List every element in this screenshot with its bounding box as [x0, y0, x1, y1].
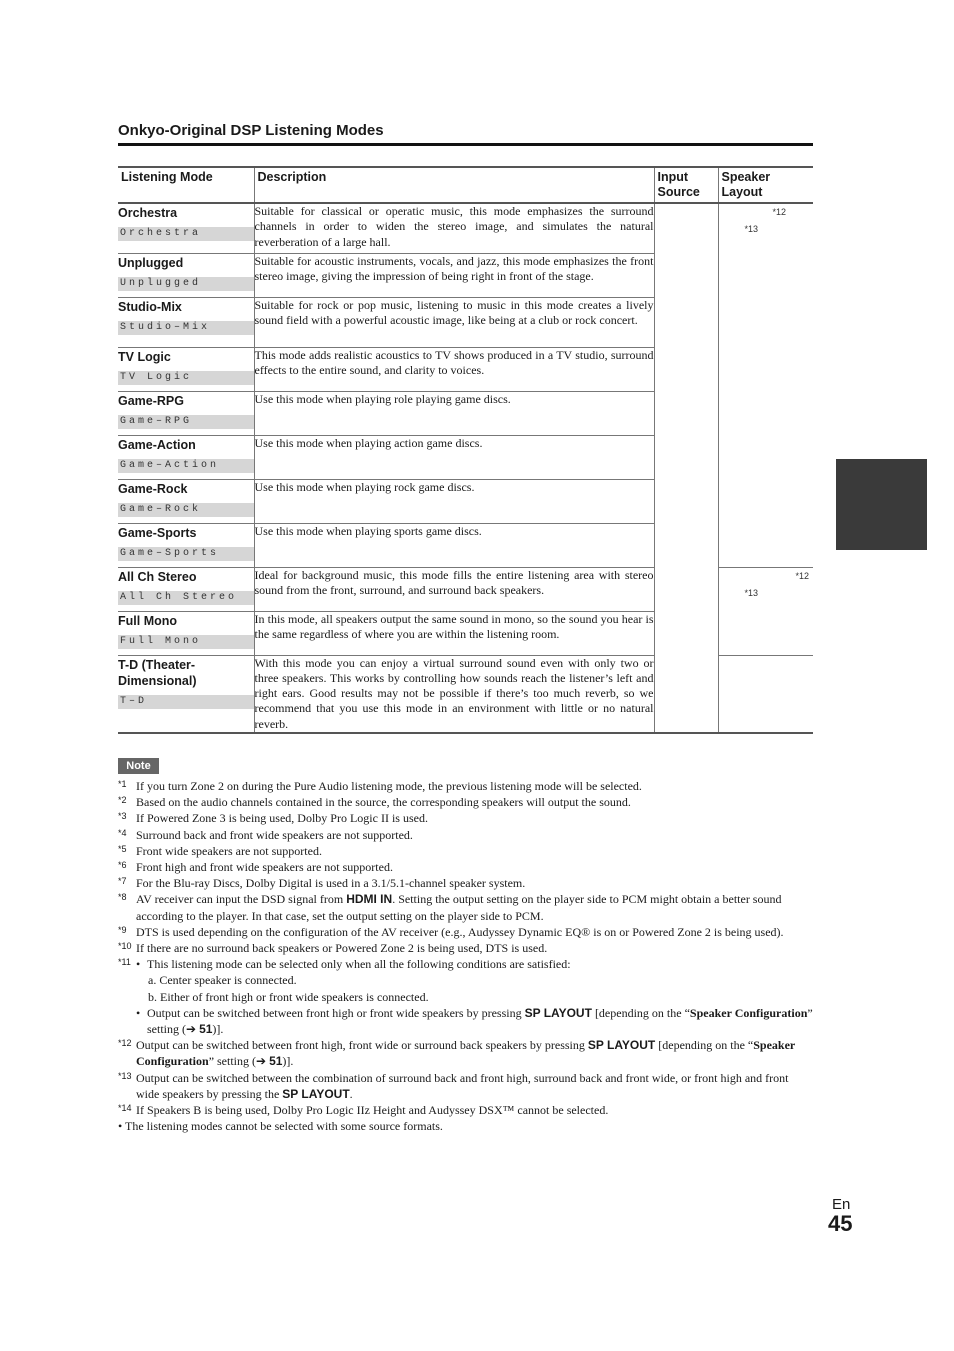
mode-display-text: T–D: [118, 695, 254, 709]
header-speaker-layout: Speaker Layout: [718, 167, 813, 203]
footnote: *7 For the Blu-ray Discs, Dolby Digital is used in a 3.1/5.1-channel speaker system.: [118, 876, 526, 891]
mode-description: Suitable for rock or pop music, listening to music in this mode creates a lively sound field with a powerful acoustic image, like being at a club or rock concert.: [254, 297, 654, 347]
mode-description: Use this mode when playing role playing game discs.: [254, 391, 654, 435]
speaker-footnote-mark: *13: [744, 224, 759, 234]
mode-description: Use this mode when playing sports game discs.: [254, 523, 654, 567]
mode-name: All Ch Stereo: [118, 569, 197, 584]
speaker-layout-cell: [718, 203, 813, 567]
mode-display-text: Full Mono: [118, 635, 254, 649]
mode-name: Game-Action: [118, 437, 196, 452]
mode-name: Game-Sports: [118, 525, 197, 540]
footnote: *2 Based on the audio channels contained in the source, the corresponding speakers will output the sound.: [118, 795, 631, 810]
footnote-bullet: • Output can be switched between front high or front wide speakers by pressing SP LAYOUT [depending on the “Speaker Configuration” setting (➔ 51)].: [136, 1005, 813, 1037]
mode-display-text: Orchestra: [118, 227, 254, 241]
footnote: *9 DTS is used depending on the configuration of the AV receiver (e.g., Audyssey Dynamic EQ® is on or Powered Zone 2 is being used).: [118, 924, 784, 939]
mode-cell: [118, 567, 254, 611]
section-title: Onkyo-Original DSP Listening Modes: [118, 122, 384, 139]
title-rule: [118, 143, 813, 146]
key-label: SP LAYOUT: [282, 1086, 350, 1101]
mode-description: Suitable for classical or operatic music, this mode emphasizes the surround channels in order to widen the stereo image, and simulates the natural reverberation of a large hall.: [254, 203, 654, 253]
mode-cell: [118, 611, 254, 655]
mode-name: TV Logic: [118, 349, 171, 364]
footnote: *5 Front wide speakers are not supported.: [118, 843, 322, 858]
speaker-footnote-mark: *12: [795, 570, 809, 581]
header-input-source: Input Source: [654, 167, 718, 203]
speaker-footnote-mark: *12: [772, 207, 786, 217]
table-header-row: [118, 167, 813, 203]
footnote: *3 If Powered Zone 3 is being used, Dolby Pro Logic II is used.: [118, 811, 428, 826]
header-listening-mode: Listening Mode: [118, 167, 254, 203]
mode-description: Ideal for background music, this mode fills the entire listening area with stereo sound from the front, surround, and surround back speakers.: [254, 567, 654, 611]
footnote-general: • The listening modes cannot be selected with some source formats.: [118, 1119, 443, 1134]
mode-display-text: Unplugged: [118, 277, 254, 291]
listening-modes-table: [118, 166, 813, 734]
footnote: *13 Output can be switched between the combination of surround back and front high, surround back and front wide, or front high and front wide speakers by pressing the SP LAYOUT.: [118, 1070, 789, 1101]
page-number: 45: [828, 1211, 853, 1236]
mode-description: Suitable for acoustic instruments, vocals, and jazz, this mode emphasizes the front stereo image, giving the impression of being right in front of the stage.: [254, 253, 654, 297]
mode-cell: [118, 347, 254, 391]
page-ref: 51: [269, 1054, 283, 1069]
table-row: [118, 203, 813, 253]
footnote: *11 • This listening mode can be selected only when all the following conditions are satisfied: a. Center speaker is connected. b. Either of front high or front wide speakers is connected. • Output can be switched between front high or front wide speakers by pressing SP LAYOUT [depending on the “Speaker Configuration” setting (➔ 51)].: [118, 957, 813, 1037]
mode-display-text: Game–Sports: [118, 547, 254, 561]
mode-cell: [118, 435, 254, 479]
footnote-bullet: • This listening mode can be selected only when all the following conditions are satisfied:: [136, 957, 571, 972]
footnote: *4 Surround back and front wide speakers are not supported.: [118, 827, 413, 842]
chapter-tab: [836, 459, 927, 550]
mode-description: With this mode you can enjoy a virtual surround sound even with only two or three speakers. This works by controlling how sounds reach the listener’s left and right ears. Good results may not be possible if there’s too much reverb, so we recommend that you use this mode in an environment with little or no natural reverb.: [254, 655, 654, 733]
mode-name: Game-RPG: [118, 393, 184, 408]
mode-name: Full Mono: [118, 613, 178, 628]
mode-name: T-D (Theater-Dimensional): [118, 657, 197, 688]
mode-description: Use this mode when playing rock game discs.: [254, 479, 654, 523]
key-label: HDMI IN: [346, 892, 393, 907]
footnote: *10 If there are no surround back speakers or Powered Zone 2 is being used, DTS is used.: [118, 941, 548, 956]
speaker-footnote-mark: *13: [744, 587, 759, 598]
mode-cell: [118, 253, 254, 297]
footnote: *8 AV receiver can input the DSD signal from HDMI IN. Setting the output setting on the player side to PCM might obtain a better sound according to the player. In that case, set the output setting on the player side to PCM.: [118, 892, 782, 923]
footnote: *14 If Speakers B is being used, Dolby Pro Logic IIz Height and Audyssey DSX™ cannot be selected.: [118, 1103, 609, 1118]
footnotes: [118, 778, 813, 1134]
speaker-layout-cell: [718, 567, 813, 655]
mode-display-text: All Ch Stereo: [118, 591, 254, 605]
mode-name: Game-Rock: [118, 481, 188, 496]
mode-name: Orchestra: [118, 206, 178, 220]
note-label: Note: [118, 758, 159, 774]
page-language: En: [832, 1196, 851, 1213]
mode-cell: [118, 523, 254, 567]
header-description: Description: [254, 167, 654, 203]
mode-display-text: Studio–Mix: [118, 321, 254, 335]
mode-cell: [118, 655, 254, 733]
footnote: *6 Front high and front wide speakers are not supported.: [118, 860, 393, 875]
key-label: SP LAYOUT: [524, 1005, 592, 1020]
mode-description: This mode adds realistic acoustics to TV shows produced in a TV studio, surround effects to the entire sound, and clarity to voices.: [254, 347, 654, 391]
mode-description: Use this mode when playing action game discs.: [254, 435, 654, 479]
footnote: *12 Output can be switched between front high, front wide or surround back speakers by pressing SP LAYOUT [depending on the “Speaker Configuration” setting (➔ 51)].: [118, 1038, 796, 1069]
mode-cell: [118, 391, 254, 435]
mode-display-text: Game–RPG: [118, 415, 254, 429]
mode-display-text: TV Logic: [118, 371, 254, 385]
mode-cell: [118, 203, 254, 253]
mode-name: Studio-Mix: [118, 299, 182, 314]
mode-description: In this mode, all speakers output the same sound in mono, so the sound you hear is the same regardless of where you are within the listening room.: [254, 611, 654, 655]
input-source-cell: [654, 203, 718, 733]
speaker-layout-cell: [718, 655, 813, 733]
mode-name: Unplugged: [118, 255, 184, 270]
mode-display-text: Game–Action: [118, 459, 254, 473]
mode-cell: [118, 297, 254, 347]
mode-display-text: Game–Rock: [118, 503, 254, 517]
key-label: SP LAYOUT: [587, 1038, 656, 1053]
footnote: *1 If you turn Zone 2 on during the Pure Audio listening mode, the previous listening mode will be selected.: [118, 779, 642, 793]
mode-cell: [118, 479, 254, 523]
page-ref: 51: [199, 1022, 213, 1037]
